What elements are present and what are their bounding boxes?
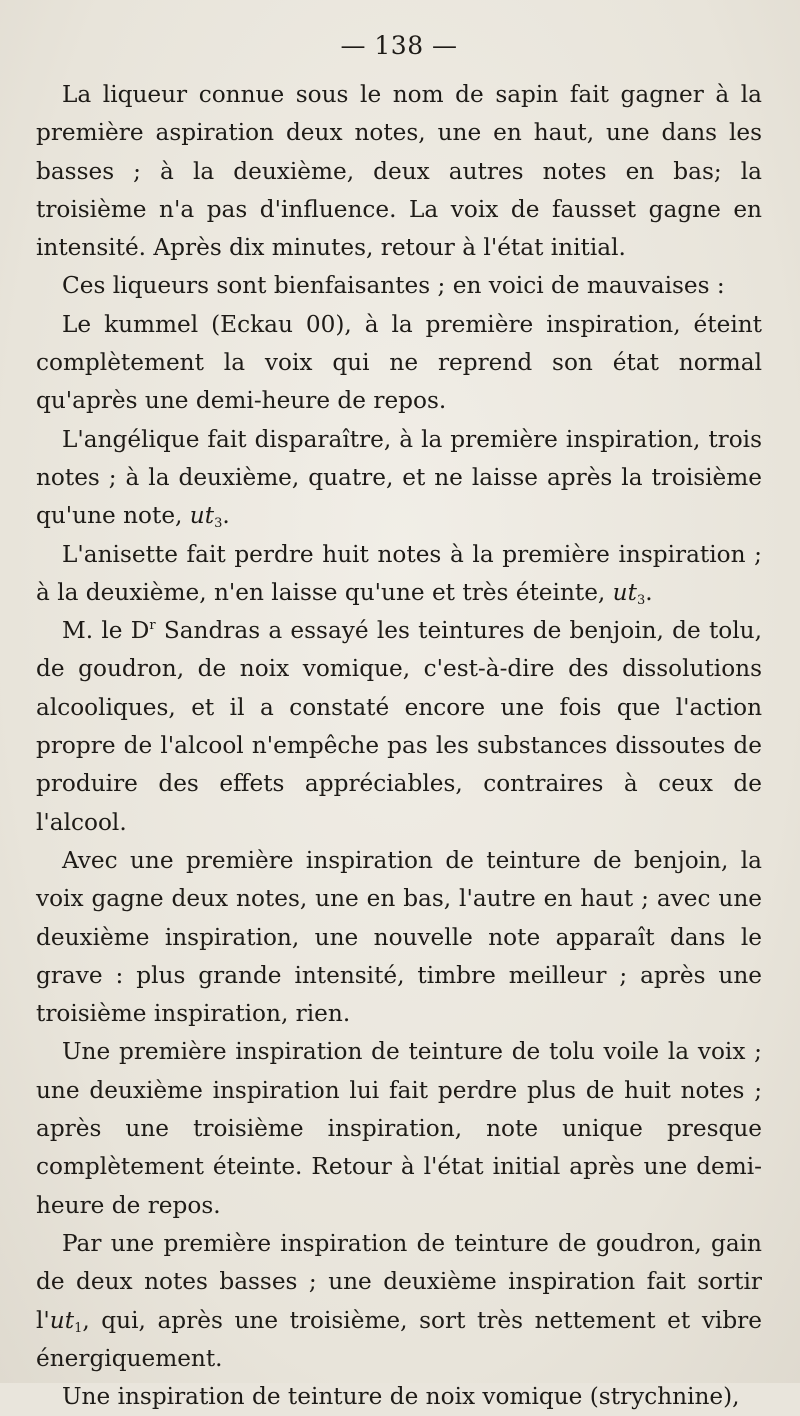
paragraph-liqueurs [36,267,762,305]
paragraph-tolu [36,1033,762,1224]
paragraph-text: Une inspiration de teinture de noix vomique (strychnine), [62,1383,740,1411]
page-number: — 138 — [340,31,458,60]
paragraph-benjoin [36,842,762,1033]
paragraph-text: Avec une première inspiration de teinture de benjoin, la voix gagne deux notes, une en bas, l'autre en haut ; avec une deuxième inspiration, une nouvelle note apparaît dans le grave : plus grande intensité, timbre meilleur ; après une troisième inspiration, rien. [36,846,762,1028]
musical-note: ut [49,1306,75,1334]
paragraph-sapin [36,76,762,267]
paragraph-text: Ces liqueurs sont bienfaisantes ; en voici de mauvaises : [62,272,725,300]
paragraph-anisette [36,536,762,613]
note-subscript: 3 [214,516,223,532]
paragraph-kummel [36,306,762,421]
paragraph-lead: M. le D [62,617,150,645]
paragraph-noix-vomique [36,1378,762,1416]
paragraph-sandras [36,612,762,842]
paragraph-tail: . [222,502,230,530]
note-subscript: 1 [74,1320,83,1336]
paragraph-text: Une première inspiration de teinture de tolu voile la voix ; une deuxième inspiration lui fait perdre plus de huit notes ; après une troisième inspiration, note unique presque complètement éteinte. Retour à l'état initial après une demi-heure de repos. [36,1038,762,1219]
paragraph-text: Par une première inspiration de teinture de goudron, gain de deux notes basses ; une deuxième inspiration fait sortir l' [36,1229,762,1334]
paragraph-goudron [36,1225,762,1378]
lead-superscript: r [149,618,156,634]
paragraph-text: La liqueur connue sous le nom de sapin fait gagner à la première aspiration deux notes, une en haut, une dans les basses ; à la deuxième, deux autres notes en bas; la troisième n'a pas d'influence. La voix de fausset gagne en intensité. Après dix minutes, retour à l'état initial. [36,81,762,262]
paragraph-tail: . [645,578,653,606]
musical-note: ut [189,502,215,530]
paragraph-tail: , qui, après une troisième, sort très nettement et vibre énergiquement. [36,1306,762,1372]
paragraph-text: L'angélique fait disparaître, à la première inspiration, trois notes ; à la deuxième, quatre, et ne laisse après la troisième qu'une note, [36,425,762,530]
paragraph-text: Le kummel (Eckau 00), à la première inspiration, éteint complètement la voix qui ne reprend son état normal qu'après une demi-heure de repos. [36,310,762,415]
musical-note: ut [612,578,637,606]
note-subscript: 3 [636,592,646,608]
paragraph-angelique [36,421,762,536]
paragraph-text: L'anisette fait perdre huit notes à la première inspiration ; à la deuxième, n'en laisse qu'une et très éteinte, [36,540,762,606]
paragraph-text: Sandras a essayé les teintures de benjoin, de tolu, de goudron, de noix vomique, c'est-à-dire des dissolutions alcooliques, et il a constaté encore une fois que l'action propre de l'alcool n'empêche pas les substances dissoutes de produire des effets appréciables, contraires à ceux de l'alcool. [36,617,762,836]
